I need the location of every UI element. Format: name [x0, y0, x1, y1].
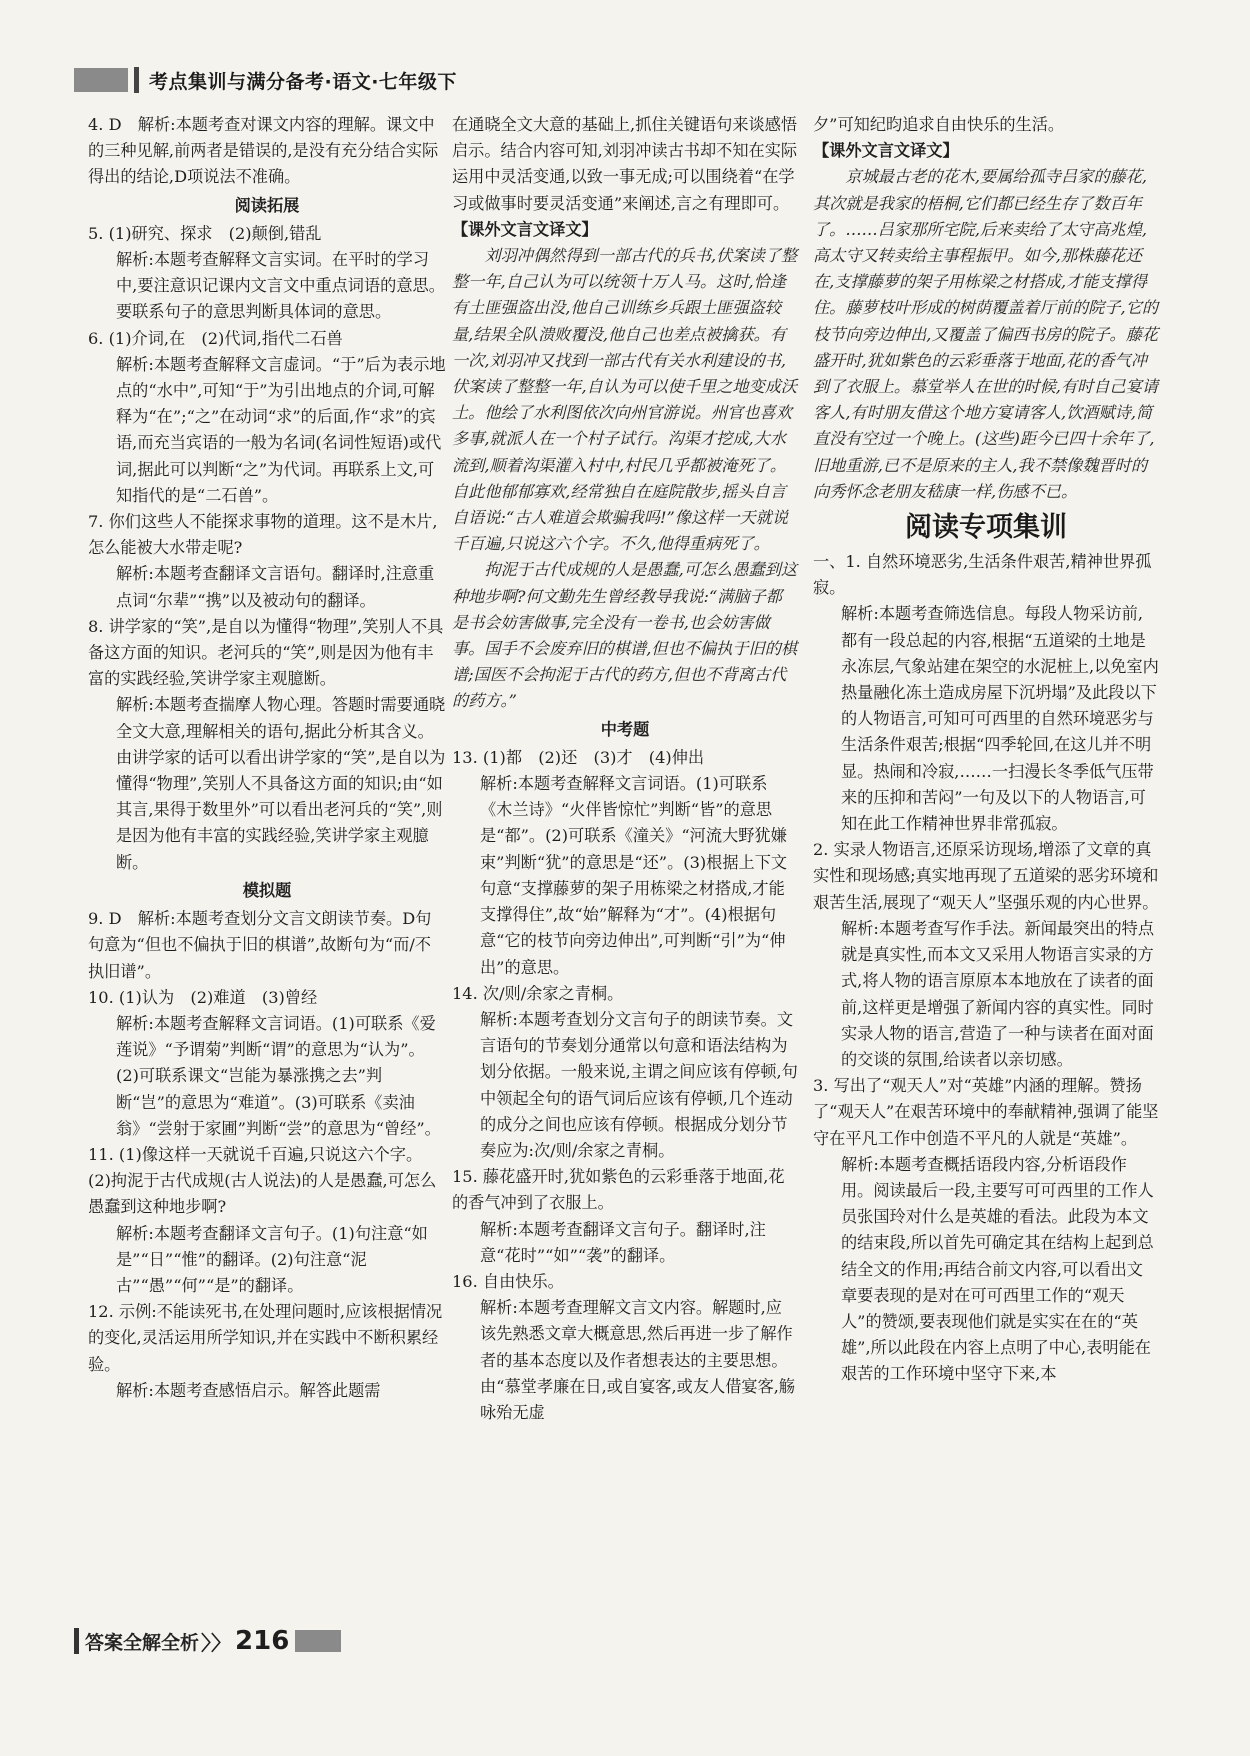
page-footer — [74, 1626, 341, 1656]
answer-7: 7. 你们这些人不能探求事物的道理。这不是木片,怎么能被大水带走呢? — [88, 512, 438, 558]
explanation-10: 解析:本题考查解释文言词语。(1)可联系《爱莲说》“予谓菊”判断“谓”的意思为“认为”。(2)可联系课文“岂能为暴涨携之去”判断“岂”的意思为“难道”。(3)可联系《卖油翁》“尝射于家圃”判断“尝”的意思为“曾经”。 — [116, 1013, 441, 1138]
explanation-12-continued: 在通晓全文大意的基础上,抓住关键语句来谈感悟启示。结合内容可知,刘羽冲读古书却不知在实际运用中灵活变通,以致一事无成;可以围绕着“在学习或做事时要灵活变通”来阐述,言之有理即可。 — [452, 115, 798, 213]
answer-6: 6. (1)介词,在 (2)代词,指代二石兽 — [88, 328, 343, 348]
answer-5: 5. (1)研究、探求 (2)颠倒,错乱 — [88, 223, 322, 243]
explanation-6: 解析:本题考查解释文言虚词。“于”后为表示地点的“水中”,可知“于”为引出地点的介词,可解释为“在”;“之”在动词“求”的后面,作“求”的宾语,而充当宾语的一般为名词(名词性短语)或代词,据此可以判断“之”为代词。再联系上文,可知指代的是“二石兽”。 — [116, 354, 446, 505]
page-number: 216 — [235, 1626, 290, 1656]
answer-9: 9. D 解析:本题考查划分文言文朗读节奏。D句句意为“但也不偏执于旧的棋谱”,故断句为“而/不执旧谱”。 — [88, 909, 432, 981]
page-header — [74, 62, 457, 98]
subheading-reading-extension: 阅读拓展 — [234, 195, 300, 215]
drill-answer-2: 2. 实录人物语言,还原采访现场,增添了文章的真实性和现场感;真实地再现了五道梁的恶劣环境和艰苦生活,展现了“观天人”坚强乐观的内心世界。 — [813, 840, 1159, 912]
section-label-translation-2: 【课外文言文译文】 — [813, 141, 959, 161]
explanation-5: 解析:本题考查解释文言实词。在平时的学习中,要注意识记课内文言文中重点词语的意思。要联系句子的意思判断具体词的意思。 — [116, 250, 445, 322]
drill-answer-3: 3. 写出了“观天人”对“英雄”内涵的理解。赞扬了“观天人”在艰苦环境中的奉献精神,强调了能坚守在平凡工作中创造不平凡的人就是“英雄”。 — [813, 1076, 1159, 1148]
footer-label: 答案全解全析 — [85, 1631, 200, 1654]
header-title: 考点集训与满分备考·语文·七年级下 — [149, 70, 457, 93]
translation-paragraph-1: 刘羽冲偶然得到一部古代的兵书,伏案读了整整一年,自己认为可以统领十万人马。这时,恰逢有土匪强盗出没,他自己训练乡兵跟土匪强盗较量,结果全队溃败覆没,他自己也差点被擒获。有一次,刘羽冲又找到一部古代有关水利建设的书,伏案读了整整一年,自认为可以使千里之地变成沃土。他绘了水利图依次向州官游说。州官也喜欢多事,就派人在一个村子试行。沟渠才挖成,大水流到,顺着沟渠灌入村中,村民几乎都被淹死了。自此他郁郁寡欢,经常独自在庭院散步,摇头自言自语说:“古人难道会欺骗我吗!”像这样一天就说千百遍,只说这六个字。不久,他得重病死了。 — [452, 246, 798, 554]
drill-explanation-1: 解析:本题考查筛选信息。每段人物采访前,都有一段总起的内容,根据“五道梁的土地是永冻层,气象站建在架空的水泥桩上,以免室内热量融化冻土造成房屋下沉坍塌”及此段以下的人物语言,可知可可西里的自然环境恶劣与生活条件艰苦;根据“四季轮回,在这儿并不明显。热闹和冷寂,……一扫漫长冬季低气压带来的压抑和苦闷”一句及以下的人物语言,可知在此工作精神世界非常孤寂。 — [841, 604, 1159, 834]
explanation-7: 解析:本题考查翻译文言语句。翻译时,注意重点词“尔辈”“携”以及被动句的翻译。 — [116, 564, 435, 610]
explanation-15: 解析:本题考查翻译文言句子。翻译时,注意“花时”“如”“袭”的翻译。 — [480, 1219, 766, 1265]
footer-arrows: 〉〉 — [201, 1630, 232, 1655]
subheading-mock: 模拟题 — [242, 880, 292, 900]
drill-answer-1: 一、1. 自然环境恶劣,生活条件艰苦,精神世界孤寂。 — [813, 552, 1152, 598]
explanation-14: 解析:本题考查划分文言句子的朗读节奏。文言语句的节奏划分通常以句意和语法结构为划分依据。一般来说,主谓之间应该有停顿,句中领起全句的语气词后应该有停顿,几个连动的成分之间也应该有停顿。根据成分划分节奏应为:次/则/余家之青桐。 — [480, 1009, 798, 1160]
answer-13: 13. (1)都 (2)还 (3)才 (4)伸出 — [452, 747, 705, 767]
column-middle — [452, 112, 798, 1426]
explanation-8: 解析:本题考查揣摩人物心理。答题时需要通晓全文大意,理解相关的语句,据此分析其含义。由讲学家的话可以看出讲学家的“笑”,是自以为懂得“物理”,笑别人不具备这方面的知识;由“如其言,果得于数里外”可以看出老河兵的“笑”,则是因为他有丰富的实践经验,笑讲学家主观臆断。 — [116, 695, 446, 872]
subheading-exam: 中考题 — [600, 719, 650, 739]
answer-8: 8. 讲学家的“笑”,是自以为懂得“物理”,笑别人不具备这方面的知识。老河兵的“笑”,则是因为他有丰富的实践经验,笑讲学家主观臆断。 — [88, 616, 444, 689]
footer-divider-bar — [74, 1628, 79, 1654]
drill-explanation-2: 解析:本题考查写作手法。新闻最突出的特点就是真实性,而本文又采用人物语言实录的方式,将人物的语言原原本本地放在了读者的面前,这样更是增强了新闻内容的真实性。同时实录人物的语言,营造了一种与读者在面对面的交谈的氛围,给读者以亲切感。 — [841, 918, 1155, 1069]
translation-paragraph-3: 京城最古老的花木,要属给孤寺吕家的藤花,其次就是我家的梧桐,它们都已经生存了数百年了。……吕家那所宅院,后来卖给了太守高兆煌,高太守又转卖给主事程振甲。如今,那株藤花还在,支撑藤萝的架子用栋梁之材搭成,才能支撑得住。藤萝枝叶形成的树荫覆盖着厅前的院子,它的枝节向旁边伸出,又覆盖了偏西书房的院子。藤花盛开时,犹如紫色的云彩垂落于地面,花的香气冲到了衣服上。慕堂举人在世的时候,有时自己宴请客人,有时朋友借这个地方宴请客人,饮酒赋诗,简直没有空过一个晚上。(这些)距今已四十余年了,旧地重游,已不是原来的主人,我不禁像魏晋时的向秀怀念老朋友嵇康一样,伤感不已。 — [813, 167, 1159, 501]
answer-12: 12. 示例:不能读死书,在处理问题时,应该根据情况的变化,灵活运用所学知识,并在实践中不断积累经验。 — [88, 1302, 443, 1374]
answer-15: 15. 藤花盛开时,犹如紫色的云彩垂落于地面,花的香气冲到了衣服上。 — [452, 1167, 785, 1213]
header-divider-bar — [134, 67, 139, 93]
footer-gray-block — [295, 1630, 341, 1652]
section-title-reading-drills: 阅读专项集训 — [905, 512, 1067, 544]
answer-4: 4. D 解析:本题考查对课文内容的理解。课文中的三种见解,前两者是错误的,是没有充分结合实际得出的结论,D项说法不准确。 — [88, 115, 439, 187]
column-left — [88, 112, 446, 1404]
translation-paragraph-2: 拘泥于古代成规的人是愚蠢,可怎么愚蠢到这种地步啊?何文勤先生曾经教导我说:“满脑子都是书会妨害做事,完全没有一卷书,也会妨害做事。国手不会废弃旧的棋谱,但也不偏执于旧的棋谱;国医不会拘泥于古代的药方,但也不背离古代的药方。” — [452, 560, 798, 711]
column-right — [813, 112, 1159, 1388]
answer-11: 11. (1)像这样一天就说千百遍,只说这六个字。 (2)拘泥于古代成规(古人说法)的人是愚蠢,可怎么愚蠢到这种地步啊? — [88, 1144, 437, 1217]
drill-explanation-3: 解析:本题考查概括语段内容,分析语段作用。阅读最后一段,主要写可可西里的工作人员张国玲对什么是英雄的看法。此段为本文的结束段,所以首先可确定其在结构上起到总结全文的作用;再结合前文内容,可以看出文章要表现的是对在可可西里工作的“观天人”的赞颂,要表现他们就是实实在在的“英雄”,所以此段在内容上点明了中心,表明能在艰苦的工作环境中坚守下来,本 — [841, 1154, 1154, 1384]
explanation-13: 解析:本题考查解释文言词语。(1)可联系《木兰诗》“火伴皆惊忙”判断“皆”的意思是“都”。(2)可联系《潼关》“河流大野犹嫌束”判断“犹”的意思是“还”。(3)根据上下文句意“支撑藤萝的架子用栋梁之材搭成,才能支撑得住”,故“始”解释为“才”。(4)根据句意“它的枝节向旁边伸出”,可判断“引”为“伸出”的意思。 — [480, 774, 788, 977]
section-label-translation: 【课外文言文译文】 — [452, 219, 598, 239]
answer-14: 14. 次/则/余家之青桐。 — [452, 983, 624, 1003]
explanation-12: 解析:本题考查感悟启示。解答此题需 — [116, 1380, 381, 1400]
answer-10: 10. (1)认为 (2)难道 (3)曾经 — [88, 987, 318, 1007]
explanation-16-continued: 夕”可知纪昀追求自由快乐的生活。 — [813, 115, 1065, 134]
explanation-11: 解析:本题考查翻译文言句子。(1)句注意“如是”“日”“惟”的翻译。(2)句注意“泥古”“愚”“何”“是”的翻译。 — [116, 1223, 428, 1295]
explanation-16: 解析:本题考查理解文言文内容。解题时,应该先熟悉文章大概意思,然后再进一步了解作者的基本态度以及作者想表达的主要思想。由“慕堂孝廉在日,或自宴客,或友人借宴客,觞咏殆无虚 — [480, 1298, 796, 1422]
header-gray-block — [74, 68, 128, 92]
answer-16: 16. 自由快乐。 — [452, 1271, 564, 1291]
